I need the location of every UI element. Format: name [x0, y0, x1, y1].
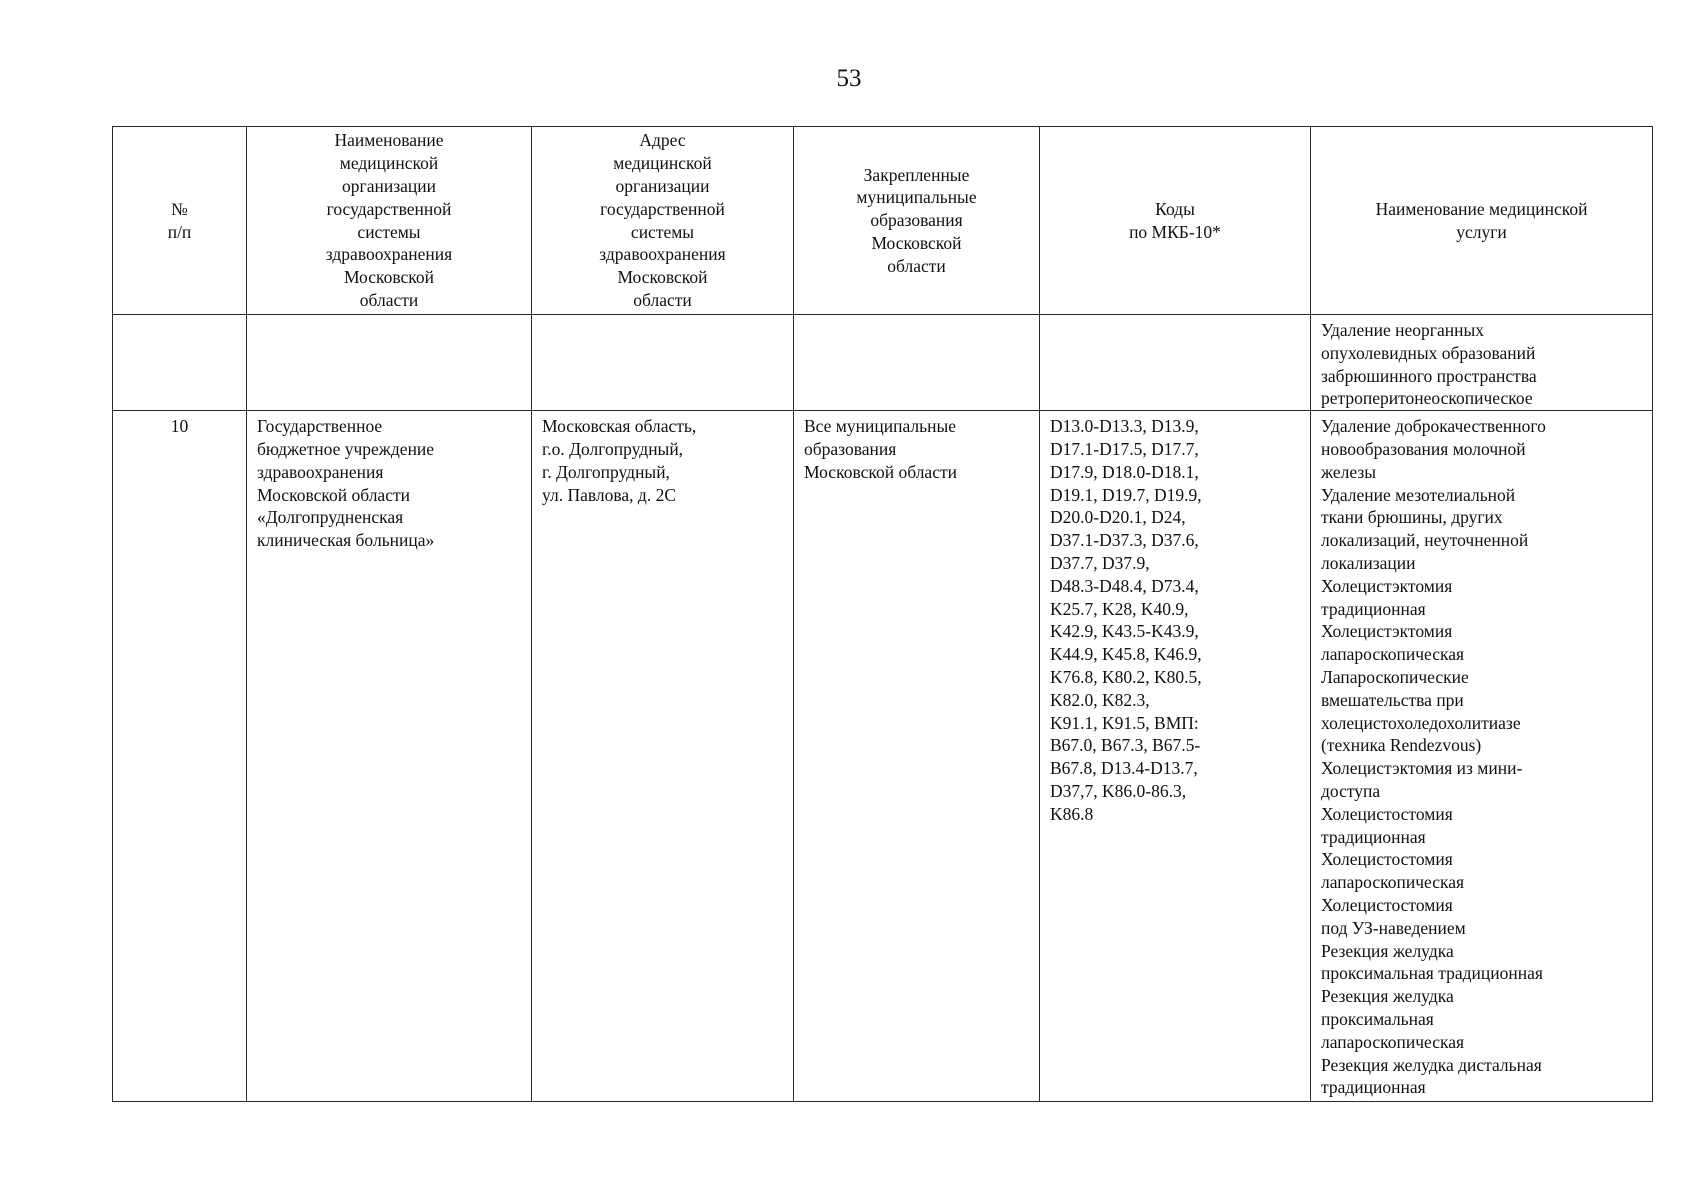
text-line: Московской области — [257, 484, 410, 505]
text-line: Холецистэктомия — [1321, 621, 1453, 642]
cell-empty — [1040, 315, 1311, 411]
text-line: Резекция желудка — [1321, 940, 1454, 961]
text-line: Наименование медицинской — [1375, 198, 1588, 219]
text-line: K25.7, K28, K40.9, — [1050, 598, 1189, 619]
text-line: здравоохранения — [325, 244, 453, 265]
text-line: D37,7, K86.0-86.3, — [1050, 780, 1187, 801]
cell-empty — [794, 315, 1040, 411]
header-number — [113, 127, 247, 315]
cell-empty — [113, 315, 247, 411]
text-line: B67.0, B67.3, B67.5- — [1050, 735, 1201, 756]
text-line: «Долгопрудненская — [257, 507, 404, 528]
text-line: Все муниципальные — [804, 416, 956, 437]
header-municipalities — [794, 127, 1040, 315]
text-line: K44.9, K45.8, K46.9, — [1050, 644, 1202, 665]
text-line: услуги — [1456, 221, 1507, 242]
text-line: муниципальные — [856, 187, 977, 208]
text-line: Холецистостомия — [1321, 803, 1453, 824]
text-line: по МКБ-10* — [1129, 221, 1221, 242]
text-line: медицинской — [339, 153, 439, 174]
text-line: лапароскопическая — [1321, 872, 1465, 893]
text-line: железы — [1321, 461, 1377, 482]
text-line: образования — [870, 210, 963, 231]
text-line: № — [171, 198, 188, 219]
text-line: вмешательства при — [1321, 689, 1464, 710]
text-line: D37.7, D37.9, — [1050, 552, 1150, 573]
text-line: системы — [357, 221, 421, 242]
text-line: Удаление мезотелиальной — [1321, 484, 1516, 505]
text-line: Удаление неорганных — [1321, 320, 1484, 340]
text-line: локализации — [1321, 552, 1416, 573]
text-line: г.о. Долгопрудный, — [542, 438, 684, 459]
cell-empty — [532, 315, 794, 411]
text-line: Наименование — [334, 130, 444, 151]
text-line: D13.0-D13.3, D13.9, — [1050, 416, 1199, 437]
header-organization-address — [532, 127, 794, 315]
text-line: здравоохранения — [599, 244, 726, 265]
cell-medical-services — [1311, 411, 1653, 1102]
text-line: B67.8, D13.4-D13.7, — [1050, 758, 1198, 779]
text-line: D17.9, D18.0-D18.1, — [1050, 461, 1199, 482]
text-line: Удаление доброкачественного — [1321, 416, 1546, 437]
text-line: Московской — [343, 267, 435, 288]
cell-organization-name — [247, 411, 532, 1102]
text-line: Резекция желудка дистальная — [1321, 1054, 1542, 1075]
text-line: государственной — [600, 198, 725, 219]
text-line: лапароскопическая — [1321, 1031, 1465, 1052]
text-line: холецистохоледохолитиазе — [1321, 712, 1521, 733]
cell-municipalities — [794, 411, 1040, 1102]
text-line: Лапароскопические — [1321, 666, 1469, 687]
text-line: системы — [630, 221, 695, 242]
text-line: Адрес — [639, 130, 686, 151]
text-line: забрюшинного пространства — [1321, 365, 1537, 386]
text-line: D17.1-D17.5, D17.7, — [1050, 438, 1199, 459]
text-line: (техника Rendezvous) — [1321, 735, 1482, 756]
text-line: проксимальная — [1321, 1008, 1434, 1029]
text-line: образования — [804, 438, 897, 459]
text-line: организации — [615, 175, 710, 196]
text-line: D37.1-D37.3, D37.6, — [1050, 530, 1199, 551]
text-line: новообразования молочной — [1321, 438, 1526, 459]
text-line: медицинской — [613, 153, 712, 174]
medical-services-table — [112, 126, 1653, 1102]
table-header-row — [113, 127, 1653, 315]
text-line: традиционная — [1321, 826, 1426, 847]
header-medical-service — [1311, 127, 1653, 315]
text-line: K42.9, K43.5-K43.9, — [1050, 621, 1199, 642]
text-line: области — [359, 289, 419, 310]
text-line: Резекция желудка — [1321, 986, 1454, 1007]
text-line: области — [633, 289, 692, 310]
text-line: Московской области — [804, 461, 957, 482]
header-organization-name — [247, 127, 532, 315]
text-line: здравоохранения — [257, 461, 384, 482]
text-line: Холецистостомия — [1321, 894, 1453, 915]
text-line: опухолевидных образований — [1321, 342, 1536, 363]
text-line: традиционная — [1321, 1077, 1426, 1098]
text-line: Государственное — [257, 416, 383, 437]
text-line: государственной — [326, 198, 452, 219]
text-line: Закрепленные — [863, 164, 970, 185]
text-line: Московская область, — [542, 416, 697, 437]
text-line: под УЗ-наведением — [1321, 917, 1466, 938]
text-line: проксимальная традиционная — [1321, 963, 1543, 984]
text-line: п/п — [167, 221, 192, 242]
table-row-continuation — [113, 315, 1653, 411]
text-line: K86.8 — [1050, 803, 1094, 824]
text-line: Московской — [871, 232, 962, 253]
text-line: Холецистэктомия из мини- — [1321, 758, 1523, 779]
text-line: бюджетное учреждение — [257, 438, 435, 459]
text-line: K82.0, K82.3, — [1050, 689, 1150, 710]
text-line: D48.3-D48.4, D73.4, — [1050, 575, 1199, 596]
page-number: 53 — [836, 65, 862, 92]
text-line: D20.0-D20.1, D24, — [1050, 507, 1186, 528]
text-line: организации — [342, 175, 436, 196]
text-line: Холецистэктомия — [1321, 575, 1453, 596]
cell-empty — [247, 315, 532, 411]
cell-icd-codes — [1040, 411, 1311, 1102]
text-line: Холецистостомия — [1321, 849, 1453, 870]
text-line: ткани брюшины, других — [1321, 507, 1503, 528]
text-line: D19.1, D19.7, D19.9, — [1050, 484, 1202, 505]
text-line: лапароскопическая — [1321, 644, 1465, 665]
text-line: области — [887, 255, 946, 276]
text-line: K76.8, K80.2, K80.5, — [1050, 666, 1202, 687]
text-line: клиническая больница» — [257, 530, 435, 551]
text-line: традиционная — [1321, 598, 1426, 619]
text-line: локализаций, неуточненной — [1321, 530, 1529, 551]
text-line: K91.1, K91.5, ВМП: — [1050, 712, 1199, 733]
cell-organization-address — [532, 411, 794, 1102]
text-line: г. Долгопрудный, — [542, 461, 670, 482]
cell-service-continuation — [1311, 315, 1653, 411]
text-line: ул. Павлова, д. 2С — [542, 484, 677, 505]
text-line: доступа — [1321, 780, 1381, 801]
table-row-10 — [113, 411, 1653, 1102]
text-line: Коды — [1155, 198, 1195, 219]
cell-row-number: 10 — [113, 411, 247, 1102]
text-line: ретроперитонеоскопическое — [1321, 388, 1533, 409]
header-icd-codes — [1040, 127, 1311, 315]
text-line: Московской — [617, 267, 708, 288]
